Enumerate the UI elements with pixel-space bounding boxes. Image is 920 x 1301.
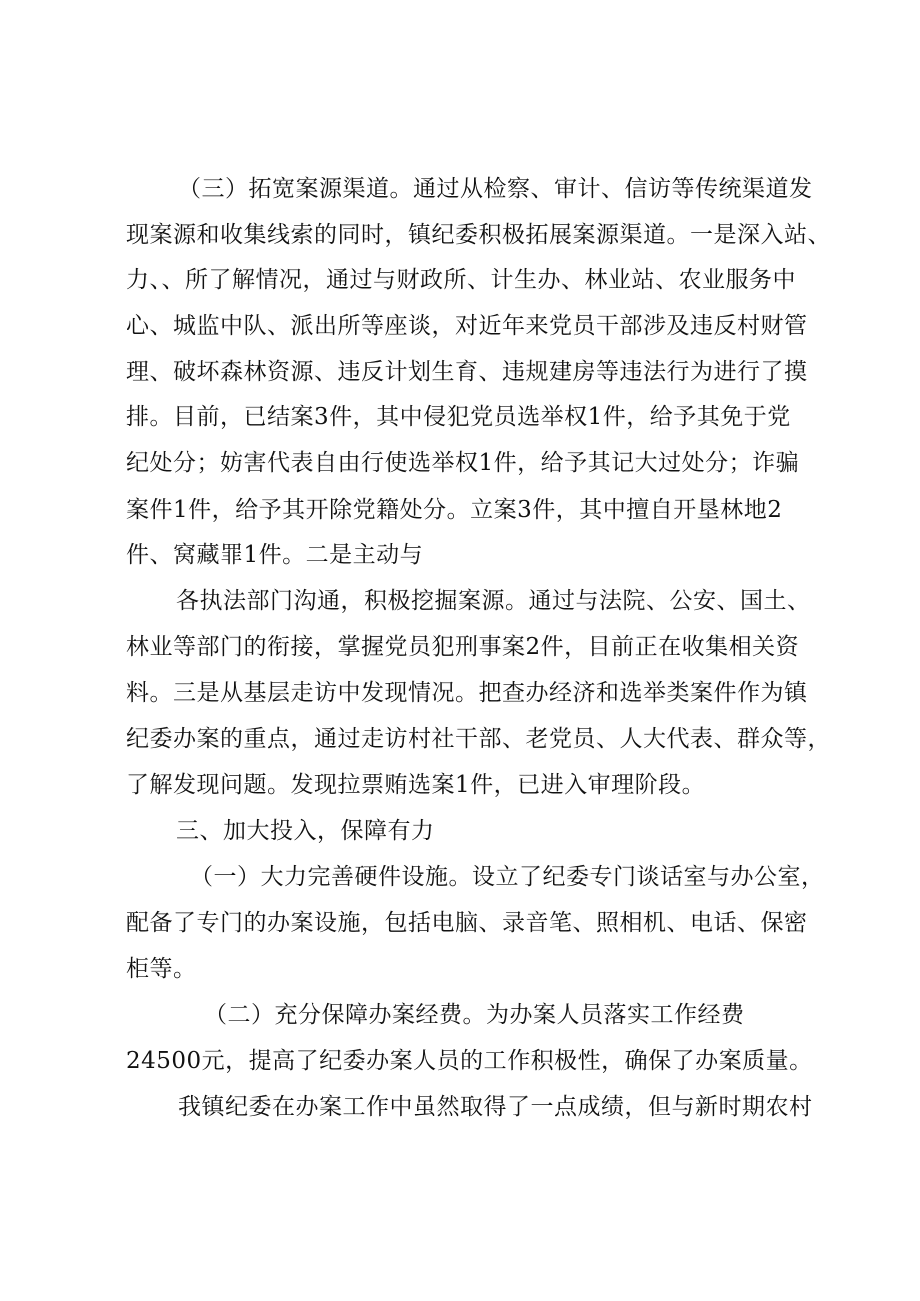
text-line: 心、城监中队、派出所等座谈，对近年来党员干部涉及违反村财管 (126, 313, 808, 339)
text-line: 林业等部门的衔接，掌握党员犯刑事案2件，目前正在收集相关资 (126, 634, 800, 660)
text-line: 纪处分；妨害代表自由行使选举权1件，给予其记大过处分；诈骗 (126, 450, 800, 476)
text-line: 配备了专门的办案设施，包括电脑、录音笔、照相机、电话、保密 (126, 910, 808, 936)
text-line: 纪委办案的重点，通过走访村社干部、老党员、人大代表、群众等， (126, 726, 831, 752)
text-line: 力、、所了解情况，通过与财政所、计生办、林业站、农业服务中 (126, 267, 796, 293)
text-line: 现案源和收集线索的同时，镇纪委积极拓展案源渠道。一是深入站、 (126, 222, 831, 248)
section-heading: 三、加大投入，保障有力 (176, 818, 435, 844)
text-line: 24500元，提高了纪委办案人员的工作积极性，确保了办案质量。 (126, 1048, 813, 1074)
text-line: 各执法部门沟通，积极挖掘案源。通过与法院、公安、国土、 (176, 588, 811, 614)
text-line: 排。目前，已结案3件，其中侵犯党员选举权1件，给予其免于党 (126, 404, 791, 430)
text-line: （一）大力完善硬件设施。设立了纪委专门谈话室与办公室， (190, 864, 825, 890)
text-line: 了解发现问题。发现拉票贿选案1件，已进入审理阶段。 (126, 772, 706, 798)
text-line: 件、窝藏罪1件。二是主动与 (126, 542, 424, 568)
text-line: （三）拓宽案源渠道。通过从检察、审计、信访等传统渠道发 (178, 176, 813, 202)
text-line: 柜等。 (126, 956, 197, 982)
text-line: 料。三是从基层走访中发现情况。把查办经济和选举类案件作为镇 (126, 680, 808, 706)
text-line: （二）充分保障办案经费。为办案人员落实工作经费 (204, 1002, 745, 1028)
text-line: 理、破坏森林资源、违反计划生育、违规建房等违法行为进行了摸 (126, 359, 808, 385)
text-line: 我镇纪委在办案工作中虽然取得了一点成绩，但与新时期农村 (178, 1094, 813, 1120)
text-line: 案件1件，给予其开除党籍处分。立案3件，其中擅自开垦林地2 (126, 497, 783, 523)
